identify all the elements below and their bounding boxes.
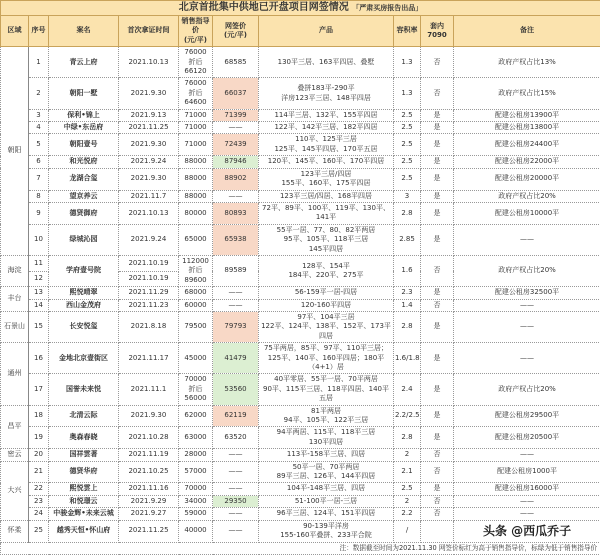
project-name-cell: 奥森春晓	[49, 427, 119, 449]
table-row	[1, 311, 600, 342]
number-cell: 5	[29, 134, 49, 156]
date-cell: 2021.11.19	[119, 449, 179, 461]
contract-price-cell: 65938	[213, 224, 259, 255]
header-region: 区域	[1, 16, 29, 47]
number-cell: 18	[29, 405, 49, 427]
date-cell: 2021.11.23	[119, 299, 179, 311]
contract-price-cell: 88902	[213, 168, 259, 190]
contract-price-cell: 89589	[213, 255, 259, 286]
product-cell: 110平、125平三居 125平、145平四居、170平五居	[259, 134, 394, 156]
contract-price-cell: ——	[213, 190, 259, 202]
product-cell: 72平、89平、100平、119平、130平、141平	[259, 202, 394, 224]
inner-7090-cell: 是	[421, 224, 454, 255]
inner-7090-cell	[421, 520, 454, 542]
plot-ratio-cell: 2.5	[394, 483, 421, 495]
contract-price-cell: 53560	[213, 374, 259, 405]
guide-price-cell: 70000	[179, 483, 213, 495]
date-cell: 2021.9.30	[119, 168, 179, 190]
project-name-cell: 中绿•东岳府	[49, 122, 119, 134]
number-cell: 16	[29, 343, 49, 374]
remarks-cell: 配建公租房10000平	[454, 202, 600, 224]
product-cell: 128平、154平 184平、220平、275平	[259, 255, 394, 286]
inner-7090-cell: 是	[421, 287, 454, 299]
project-name-cell: 长安悦玺	[49, 311, 119, 342]
region-cell: 海淀	[1, 255, 29, 286]
inner-7090-cell: 是	[421, 156, 454, 168]
project-name-cell: 越秀天恒•怀山府	[49, 520, 119, 542]
plot-ratio-cell: 2.2/2.5	[394, 405, 421, 427]
table-row	[1, 343, 600, 374]
guide-price-cell: 34000	[179, 495, 213, 507]
project-name-cell: 保利•锦上	[49, 109, 119, 121]
product-cell: 122平、142平三居、182平四居	[259, 122, 394, 134]
guide-price-cell: 57000	[179, 461, 213, 483]
guide-price-cell: 76000 折后64600	[179, 78, 213, 109]
contract-price-cell: ——	[213, 483, 259, 495]
plot-ratio-cell: 2	[394, 495, 421, 507]
date-cell: 2021.10.28	[119, 427, 179, 449]
table-row	[1, 508, 600, 520]
plot-ratio-cell: 1.6/1.8	[394, 343, 421, 374]
project-name-cell: 望京养云	[49, 190, 119, 202]
header-remarks: 备注	[454, 16, 600, 47]
remarks-cell: 配建公租房1000平	[454, 461, 600, 483]
table-row	[1, 427, 600, 449]
project-name-cell: 国誉未来悦	[49, 374, 119, 405]
date-cell: 2021.9.30	[119, 78, 179, 109]
table-body	[1, 47, 600, 555]
date-cell: 2021.11.29	[119, 287, 179, 299]
region-cell: 密云	[1, 449, 29, 461]
contract-price-cell: ——	[213, 520, 259, 542]
number-cell: 12	[29, 271, 49, 287]
plot-ratio-cell: 2.5	[394, 134, 421, 156]
date-cell: 2021.11.25	[119, 122, 179, 134]
guide-price-cell: 59000	[179, 508, 213, 520]
contract-price-cell: 66037	[213, 78, 259, 109]
plot-ratio-cell: 2.5	[394, 168, 421, 190]
contract-price-cell: 29350	[213, 495, 259, 507]
guide-price-cell: 65000	[179, 224, 213, 255]
remarks-cell: ——	[454, 299, 600, 311]
remarks-cell: 政府产权占比20%	[454, 374, 600, 405]
number-cell: 9	[29, 202, 49, 224]
title-source: 「严肃买房报告出品」	[352, 4, 422, 12]
contract-price-cell: 79793	[213, 311, 259, 342]
remarks-cell: 配建公租房20500平	[454, 427, 600, 449]
table-row	[1, 449, 600, 461]
guide-price-cell: 80000	[179, 202, 213, 224]
number-cell: 11	[29, 255, 49, 271]
inner-7090-cell: 否	[421, 495, 454, 507]
contract-price-cell: 71399	[213, 109, 259, 121]
number-cell: 22	[29, 483, 49, 495]
product-cell: 97平、104平三居 122平、124平、138平、152平、173平四居	[259, 311, 394, 342]
guide-price-cell: 71000	[179, 122, 213, 134]
project-name-cell: 德贤华府	[49, 461, 119, 483]
plot-ratio-cell: 2.2	[394, 508, 421, 520]
header-guide-price: 销售指导价 (元/平)	[179, 16, 213, 47]
guide-price-cell: 28000	[179, 449, 213, 461]
remarks-cell: ——	[454, 343, 600, 374]
table-row	[1, 255, 600, 271]
region-cell: 石景山	[1, 311, 29, 342]
date-cell: 2021.10.19	[119, 271, 179, 287]
number-cell: 21	[29, 461, 49, 483]
plot-ratio-cell: 2.1	[394, 461, 421, 483]
column-header-row	[1, 16, 600, 47]
product-cell: 94平两居、115平、118平三居 130平四居	[259, 427, 394, 449]
region-cell: 丰台	[1, 287, 29, 312]
guide-price-cell: 68000	[179, 287, 213, 299]
number-cell: 10	[29, 224, 49, 255]
date-cell: 2021.9.29	[119, 495, 179, 507]
watermark: 头条 @西瓜乔子	[483, 524, 571, 538]
product-cell: 113平-158平三居、四居	[259, 449, 394, 461]
date-cell: 2021.11.25	[119, 520, 179, 542]
table-row	[1, 78, 600, 109]
guide-price-cell: 60000	[179, 299, 213, 311]
table-title-row	[1, 1, 600, 16]
product-cell: 120平、145平、160平、170平四居	[259, 156, 394, 168]
plot-ratio-cell: 1.3	[394, 78, 421, 109]
product-cell: 120-160平四居	[259, 299, 394, 311]
contract-price-cell: ——	[213, 287, 259, 299]
project-name-cell: 朝阳一墅	[49, 78, 119, 109]
product-cell: 40平零居、55平一居、70平两居 90平、115平三居、118平四居、140平五居	[259, 374, 394, 405]
remarks-cell: ——	[454, 311, 600, 342]
table-row	[1, 374, 600, 405]
plot-ratio-cell: 1.3	[394, 47, 421, 78]
guide-price-cell: 71000	[179, 134, 213, 156]
plot-ratio-cell: 2.8	[394, 202, 421, 224]
product-cell: 130平三居、163平四居、叠墅	[259, 47, 394, 78]
header-inner-7090: 套内7090	[421, 16, 454, 47]
region-cell: 怀柔	[1, 520, 29, 542]
inner-7090-cell: 是	[421, 190, 454, 202]
remarks-cell: 配建公租房20000平	[454, 168, 600, 190]
remarks-cell: 配建公租房29500平	[454, 405, 600, 427]
remarks-cell: ——	[454, 224, 600, 255]
inner-7090-cell: 否	[421, 78, 454, 109]
number-cell: 3	[29, 109, 49, 121]
project-name-cell: 绿城沁园	[49, 224, 119, 255]
guide-price-cell: 70000 折后56000	[179, 374, 213, 405]
inner-7090-cell: 是	[421, 134, 454, 156]
header-product: 产品	[259, 16, 394, 47]
project-name-cell: 北清云际	[49, 405, 119, 427]
guide-price-cell: 88000	[179, 168, 213, 190]
plot-ratio-cell: 1.4	[394, 299, 421, 311]
number-cell: 23	[29, 495, 49, 507]
project-name-cell: 学府壹号院	[49, 255, 119, 286]
plot-ratio-cell: 2.5	[394, 109, 421, 121]
guide-price-cell: 112000 折后89600	[179, 255, 213, 286]
product-cell: 96平三居、124平、151平四居	[259, 508, 394, 520]
plot-ratio-cell: 2.5	[394, 156, 421, 168]
remarks-cell: 政府产权占比15%	[454, 78, 600, 109]
guide-price-cell: 40000	[179, 520, 213, 542]
date-cell: 2021.10.19	[119, 255, 179, 271]
number-cell: 13	[29, 287, 49, 299]
date-cell: 2021.9.24	[119, 156, 179, 168]
date-cell: 2021.8.18	[119, 311, 179, 342]
number-cell: 19	[29, 427, 49, 449]
contract-price-cell: ——	[213, 299, 259, 311]
header-plot-ratio: 容积率	[394, 16, 421, 47]
table-row	[1, 168, 600, 190]
product-cell: 81平两居 94平、105平、122平三居	[259, 405, 394, 427]
guide-price-cell: 62000	[179, 405, 213, 427]
guide-price-cell: 88000	[179, 190, 213, 202]
date-cell: 2021.9.24	[119, 224, 179, 255]
project-name-cell: 和悦璟云	[49, 495, 119, 507]
table-row	[1, 190, 600, 202]
contract-price-cell: ——	[213, 449, 259, 461]
remarks-cell: 配建公租房32500平	[454, 287, 600, 299]
number-cell: 15	[29, 311, 49, 342]
date-cell: 2021.10.25	[119, 461, 179, 483]
contract-price-cell: ——	[213, 461, 259, 483]
project-name-cell: 中骏金辉•未来云城	[49, 508, 119, 520]
date-cell: 2021.11.16	[119, 483, 179, 495]
project-name-cell: 金地北京壹街区	[49, 343, 119, 374]
project-name-cell: 德贤御府	[49, 202, 119, 224]
region-cell: 朝阳	[1, 47, 29, 256]
table-row	[1, 47, 600, 78]
contract-price-cell: 68585	[213, 47, 259, 78]
footnote: 注：数据截至时间为2021.11.30 网签价标红为高于销售指导价，标绿为低于销售指导价	[1, 542, 600, 554]
contract-price-cell: 72439	[213, 134, 259, 156]
table-row	[1, 520, 600, 542]
product-cell: 123平三居/四居 155平、160平、175平四居	[259, 168, 394, 190]
guide-price-cell: 79500	[179, 311, 213, 342]
remarks-cell	[454, 520, 600, 542]
contract-price-cell: ——	[213, 508, 259, 520]
inner-7090-cell: 是	[421, 109, 454, 121]
table-row	[1, 202, 600, 224]
project-name-cell: 熙悦晴翠	[49, 287, 119, 299]
inner-7090-cell: 否	[421, 449, 454, 461]
product-cell: 114平三居、132平、155平四居	[259, 109, 394, 121]
table-row	[1, 483, 600, 495]
number-cell: 7	[29, 168, 49, 190]
header-contract-price: 网签价 (元/平)	[213, 16, 259, 47]
remarks-cell: 配建公租房13800平	[454, 122, 600, 134]
inner-7090-cell: 是	[421, 202, 454, 224]
plot-ratio-cell: 3	[394, 190, 421, 202]
inner-7090-cell: 是	[421, 311, 454, 342]
contract-price-cell: 63520	[213, 427, 259, 449]
region-cell: 大兴	[1, 461, 29, 520]
table-row	[1, 461, 600, 483]
contract-price-cell: ——	[213, 122, 259, 134]
product-cell: 叠拼183平-290平 洋房123平三居、148平四居	[259, 78, 394, 109]
remarks-cell: ——	[454, 508, 600, 520]
number-cell: 1	[29, 47, 49, 78]
product-cell: 56-159平一居-四居	[259, 287, 394, 299]
product-cell: 90-139平洋房 155-160平叠拼、233平合院	[259, 520, 394, 542]
table-row	[1, 156, 600, 168]
remarks-cell: 配建公租房22000平	[454, 156, 600, 168]
project-name-cell: 熙悦雲上	[49, 483, 119, 495]
table-row	[1, 299, 600, 311]
header-number: 序号	[29, 16, 49, 47]
project-name-cell: 国祥雲著	[49, 449, 119, 461]
product-cell: 75平两居，85平、97平、110平三居；125平、140平、160平四居；180平（4+1）居	[259, 343, 394, 374]
date-cell: 2021.11.7	[119, 190, 179, 202]
number-cell: 8	[29, 190, 49, 202]
project-name-cell: 朝阳壹号	[49, 134, 119, 156]
remarks-cell: 配建公租房24400平	[454, 134, 600, 156]
product-cell: 123平三居/四居、168平四居	[259, 190, 394, 202]
region-cell: 昌平	[1, 405, 29, 449]
plot-ratio-cell: 2.85	[394, 224, 421, 255]
plot-ratio-cell: 2.8	[394, 311, 421, 342]
guide-price-cell: 76000 折后66120	[179, 47, 213, 78]
number-cell: 25	[29, 520, 49, 542]
inner-7090-cell: 否	[421, 47, 454, 78]
inner-7090-cell: 否	[421, 508, 454, 520]
contract-price-cell: 62119	[213, 405, 259, 427]
inner-7090-cell: 是	[421, 168, 454, 190]
title-text: 北京首批集中供地已开盘项目网签情况	[179, 2, 349, 13]
table-row	[1, 109, 600, 121]
inner-7090-cell: 是	[421, 427, 454, 449]
project-name-cell: 青云上府	[49, 47, 119, 78]
guide-price-cell: 45000	[179, 343, 213, 374]
inner-7090-cell: 否	[421, 299, 454, 311]
note-row	[1, 542, 600, 554]
plot-ratio-cell: 2.5	[394, 122, 421, 134]
remarks-cell: 配建公租房16000平	[454, 483, 600, 495]
contract-price-cell: 87946	[213, 156, 259, 168]
plot-ratio-cell: 2.4	[394, 374, 421, 405]
contract-price-cell: 80893	[213, 202, 259, 224]
product-cell: 55平一居、77、80、82平两居 95平、105平、118平三居 145平四居	[259, 224, 394, 255]
inner-7090-cell: 是	[421, 405, 454, 427]
plot-ratio-cell: 2.8	[394, 427, 421, 449]
remarks-cell: ——	[454, 495, 600, 507]
plot-ratio-cell: 1.6	[394, 255, 421, 286]
remarks-cell: 政府产权占比13%	[454, 47, 600, 78]
remarks-cell: 政府产权占比20%	[454, 255, 600, 286]
date-cell: 2021.10.13	[119, 47, 179, 78]
product-cell: 51-100平一居-三居	[259, 495, 394, 507]
table-row	[1, 495, 600, 507]
inner-7090-cell: 是	[421, 374, 454, 405]
plot-ratio-cell: 2	[394, 449, 421, 461]
inner-7090-cell: 是	[421, 483, 454, 495]
product-cell: 104平-148平三居、四居	[259, 483, 394, 495]
number-cell: 4	[29, 122, 49, 134]
inner-7090-cell: 是	[421, 343, 454, 374]
region-cell: 通州	[1, 343, 29, 405]
number-cell: 6	[29, 156, 49, 168]
date-cell: 2021.9.27	[119, 508, 179, 520]
project-name-cell: 西山金茂府	[49, 299, 119, 311]
table-title	[1, 1, 600, 16]
remarks-cell: 配建公租房13900平	[454, 109, 600, 121]
table-row	[1, 405, 600, 427]
remarks-cell: ——	[454, 449, 600, 461]
table-row	[1, 122, 600, 134]
header-project-name: 案名	[49, 16, 119, 47]
table-row	[1, 134, 600, 156]
remarks-cell: 政府产权占比20%	[454, 190, 600, 202]
inner-7090-cell: 否	[421, 255, 454, 286]
header-first-permit-date: 首次拿证时间	[119, 16, 179, 47]
date-cell: 2021.9.30	[119, 405, 179, 427]
number-cell: 14	[29, 299, 49, 311]
product-cell: 50平一居、70平两居 89平三居、126平、144平四居	[259, 461, 394, 483]
number-cell: 20	[29, 449, 49, 461]
plot-ratio-cell: 2.3	[394, 287, 421, 299]
inner-7090-cell: 否	[421, 461, 454, 483]
date-cell: 2021.11.1	[119, 374, 179, 405]
contract-price-cell: 41479	[213, 343, 259, 374]
date-cell: 2021.11.17	[119, 343, 179, 374]
date-cell: 2021.9.30	[119, 134, 179, 156]
date-cell: 2021.10.13	[119, 202, 179, 224]
table-row	[1, 224, 600, 255]
guide-price-cell: 88000	[179, 156, 213, 168]
table-row	[1, 287, 600, 299]
plot-ratio-cell: /	[394, 520, 421, 542]
date-cell: 2021.9.13	[119, 109, 179, 121]
number-cell: 17	[29, 374, 49, 405]
project-name-cell: 龙湖合玺	[49, 168, 119, 190]
number-cell: 24	[29, 508, 49, 520]
number-cell: 2	[29, 78, 49, 109]
guide-price-cell: 63000	[179, 427, 213, 449]
guide-price-cell: 71000	[179, 109, 213, 121]
inner-7090-cell: 是	[421, 122, 454, 134]
project-name-cell: 和光悦府	[49, 156, 119, 168]
